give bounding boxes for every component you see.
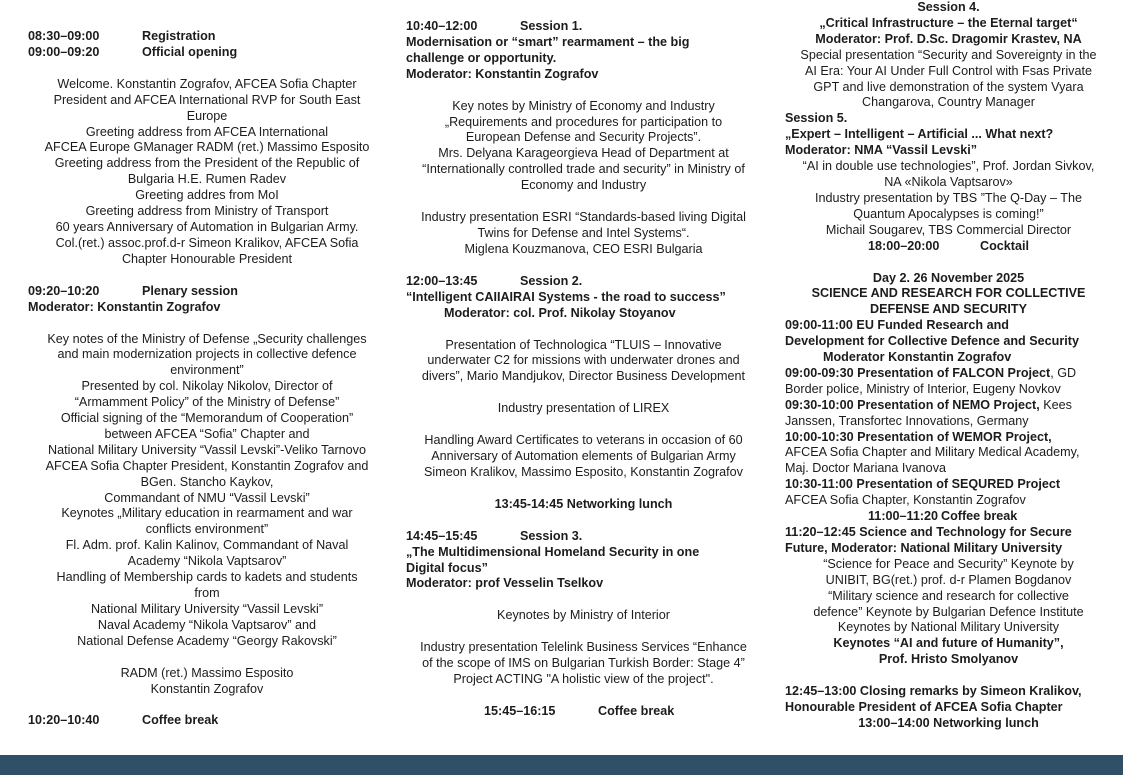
- moderator: Moderator: prof Vesselin Tselkov: [406, 576, 604, 591]
- text-line: Anniversary of Automation elements of Bulgarian Army: [431, 449, 736, 464]
- text-line: AFCEA Sofia Chapter and Military Medical Academy,: [785, 445, 1080, 460]
- spacer: [406, 481, 761, 497]
- label: Session 3.: [520, 528, 583, 543]
- text-line: National Military University “Vassil Levski”-Veliko Tarnovo: [48, 442, 366, 457]
- day-heading: Day 2. 26 November 2025: [872, 270, 1025, 285]
- text-line: Quantum Apocalypses is coming!”: [853, 206, 1044, 221]
- agenda-column-1: [28, 29, 386, 729]
- text-line: Handling of Membership cards to kadets and students: [56, 570, 358, 585]
- time: 18:00–20:00: [868, 238, 940, 253]
- label: Coffee break: [142, 713, 219, 728]
- text-line: GPT and live demonstration of the system Vyara: [813, 79, 1084, 94]
- time: 14:45–15:45: [406, 528, 478, 543]
- text-line: Presentation of Technologica “TLUIS – Innovative: [445, 337, 722, 352]
- session-4-details: [785, 48, 1112, 112]
- label: 09:30-10:00 Presentation of NEMO Project,: [785, 397, 1040, 412]
- label: Cocktail: [980, 238, 1029, 253]
- session-3-row: [406, 529, 761, 545]
- text-line: Prof. Hristo Smolyanov: [878, 652, 1019, 667]
- text-line: Industry presentation ESRI “Standards-based living Digital: [421, 210, 746, 225]
- plenary-row: [28, 284, 386, 300]
- text-line: Europe: [186, 108, 228, 123]
- session-2-row: [406, 274, 761, 290]
- session-title: challenge or opportunity.: [406, 50, 557, 65]
- moderator: Moderator: col. Prof. Nikolay Stoyanov: [444, 305, 676, 320]
- opening-row: [28, 45, 386, 61]
- spacer: [28, 697, 386, 713]
- text-line: divers”, Mario Mandjukov, Director Business Development: [421, 369, 746, 384]
- label: Session 1.: [520, 19, 583, 33]
- session-title: Digital focus”: [406, 560, 488, 575]
- spacer: [28, 316, 386, 332]
- signers: [28, 666, 386, 698]
- agenda-column-3: [785, 0, 1112, 732]
- text: , GD: [1050, 365, 1077, 380]
- cocktail-row: [785, 239, 1112, 255]
- session-2-details-a: [406, 338, 761, 386]
- text-line: from: [194, 586, 220, 600]
- text-line: Border police, Ministry of Interior, Eugeny Novkov: [785, 381, 1061, 396]
- moderator: Moderator: NMA “Vassil Levski”: [785, 143, 977, 158]
- spacer: [406, 417, 761, 433]
- time: 12:00–13:45: [406, 273, 478, 288]
- text-line: AFCEA Sofia Chapter, Konstantin Zografov: [785, 493, 1026, 508]
- text-line: Changarova, Country Manager: [862, 95, 1035, 110]
- spacer: [406, 513, 761, 529]
- time: 10:40–12:00: [406, 19, 478, 33]
- text-line: BGen. Stancho Kaykov,: [140, 474, 274, 489]
- time: 09:20–10:20: [28, 283, 100, 298]
- session-label: Session 5.: [785, 111, 848, 126]
- text-line: underwater C2 for missions with underwater drones and: [427, 353, 740, 368]
- session-5-details: [785, 159, 1112, 239]
- nemo-row: [785, 398, 1112, 414]
- text-line: National Military University “Vassil Levski”: [90, 601, 324, 616]
- label: 10:00-10:30 Presentation of WEMOR Project,: [785, 429, 1052, 444]
- session-title: Modernisation or “smart” rearmament – the big: [406, 34, 690, 49]
- time: 08:30–09:00: [28, 29, 100, 43]
- text-line: conflicts environment”: [145, 522, 269, 537]
- text-line: “AI in double use technologies”, Prof. Jordan Sivkov,: [802, 159, 1095, 174]
- lunch-row: 13:45-14:45 Networking lunch: [494, 496, 673, 511]
- text-line: Keynotes by Ministry of Interior: [497, 608, 670, 623]
- text-line: „Requirements and procedures for participation to: [444, 114, 723, 129]
- lunch-row: 13:00–14:00 Networking lunch: [858, 715, 1039, 730]
- text-line: Academy “Nikola Vaptsarov”: [127, 554, 287, 569]
- session-label: Session 4.: [917, 0, 980, 14]
- label: 09:00-09:30 Presentation of FALCON Project: [785, 365, 1051, 380]
- text-line: Welcome. Konstantin Zografov, AFCEA Sofia Chapter: [57, 76, 357, 91]
- moderator: Moderator: Prof. D.Sc. Dragomir Krastev, NA: [815, 31, 1082, 46]
- text-line: Special presentation “Security and Sovereignty in the: [800, 47, 1097, 62]
- text-line: Greeting addres from MoI: [135, 188, 279, 203]
- text-line: AFCEA Sofia Chapter President, Konstantin Zografov and: [45, 458, 369, 473]
- text-line: Project ACTING "A holistic view of the project".: [453, 672, 714, 687]
- text-line: Michail Sougarev, TBS Commercial Director: [825, 222, 1072, 237]
- label: Official opening: [142, 44, 238, 59]
- text-line: NA «Nikola Vaptsarov»: [884, 174, 1013, 189]
- session-title: „Expert – Intelligent – Artificial ... What next?: [785, 127, 1054, 142]
- session-1-details-a: [406, 99, 761, 194]
- text-line: Bulgaria H.E. Rumen Radev: [127, 172, 287, 187]
- text-line: Fl. Adm. prof. Kalin Kalinov, Commandant of Naval: [65, 538, 349, 553]
- text-line: Maj. Doctor Mariana Ivanova: [785, 461, 946, 476]
- session-3-details: [406, 640, 761, 688]
- text-line: “Military science and research for collective: [828, 588, 1069, 603]
- label: 10:30-11:00 Presentation of SEQURED Project: [785, 477, 1061, 492]
- spacer: [28, 650, 386, 666]
- text-line: environment”: [170, 363, 244, 378]
- block-title: 11:20–12:45 Science and Technology for Secure: [785, 525, 1072, 539]
- text-line: Key notes by Ministry of Economy and Industry: [452, 98, 715, 113]
- agenda-column-2: [406, 19, 761, 720]
- label: Registration: [142, 29, 216, 43]
- spacer: [406, 624, 761, 640]
- falcon-row: [785, 366, 1112, 382]
- registration-row: [28, 29, 386, 45]
- day-theme: SCIENCE AND RESEARCH FOR COLLECTIVE: [811, 286, 1086, 301]
- coffee-row: [406, 704, 761, 720]
- day-theme: DEFENSE AND SECURITY: [870, 302, 1027, 317]
- session-1-details-b: [406, 210, 761, 258]
- plenary-details: [28, 332, 386, 650]
- time: 09:00–09:20: [28, 44, 100, 59]
- text-line: Key notes of the Ministry of Defense „Security challenges: [47, 331, 367, 346]
- block-title: Development for Collective Defence and Security: [785, 334, 1079, 349]
- text-line: Economy and Industry: [520, 178, 647, 193]
- text-line: Industry presentation of LIREX: [497, 401, 670, 416]
- text-line: Janssen, Transfortec Innovations, Germany: [785, 413, 1029, 428]
- text-line: National Defense Academy “Georgy Rakovski”: [77, 633, 337, 648]
- spacer: [406, 385, 761, 401]
- text-line: Col.(ret.) assoc.prof.d-r Simeon Kralikov, AFCEA Sofia: [55, 235, 359, 250]
- label: Session 2.: [520, 273, 583, 288]
- spacer: [406, 194, 761, 210]
- session-1-row: [406, 19, 761, 35]
- label: Plenary session: [142, 283, 238, 298]
- text-line: Naval Academy “Nikola Vaptsarov” and: [97, 617, 317, 632]
- text-line: Greeting address from the President of the Republic of: [54, 156, 360, 171]
- text-line: Twins for Defense and Intel Systems“.: [477, 225, 690, 240]
- moderator: Moderator: Konstantin Zografov: [28, 299, 221, 314]
- science-details: [785, 557, 1112, 668]
- session-title: „The Multidimensional Homeland Security in one: [406, 544, 700, 559]
- spacer: [406, 688, 761, 704]
- moderator: Moderator Konstantin Zografov: [823, 350, 1012, 365]
- text-line: “Science for Peace and Security” Keynote by: [823, 556, 1074, 571]
- closing-remarks: Honourable President of AFCEA Sofia Chapter: [785, 700, 1063, 715]
- text-line: European Defense and Security Projects”.: [465, 130, 702, 145]
- text-line: Official signing of the “Memorandum of Cooperation”: [60, 411, 354, 426]
- text-line: UNIBIT, BG(ret.) prof. d-r Plamen Bogdanov: [825, 572, 1072, 587]
- text-line: AFCEA Europe GManager RADM (ret.) Massimo Esposito: [44, 140, 370, 155]
- spacer: [785, 255, 1112, 271]
- text-line: Industry presentation by TBS ”The Q-Day – The: [815, 190, 1082, 205]
- spacer: [28, 268, 386, 284]
- text-line: Simeon Kralikov, Massimo Esposito, Konstantin Zografov: [424, 464, 743, 479]
- text-line: Mrs. Delyana Karageorgieva Head of Department at: [438, 146, 729, 161]
- text-line: of the scope of IMS on Bulgarian Turkish Border: Stage 4”: [422, 656, 745, 671]
- coffee-row: [785, 509, 1112, 525]
- text-line: Commandant of NMU “Vassil Levski”: [104, 490, 310, 505]
- text-line: AI Era: Your AI Under Full Control with Fsas Private: [805, 63, 1092, 78]
- text-line: 60 years Anniversary of Automation in Bulgarian Army.: [55, 219, 359, 234]
- moderator: Moderator: Konstantin Zografov: [406, 66, 599, 81]
- text-line: Greeting address from Ministry of Transport: [85, 204, 329, 219]
- signer: Konstantin Zografov: [150, 681, 264, 696]
- text-line: Handling Award Certificates to veterans in occasion of 60: [424, 433, 743, 448]
- session-2-details-c: [406, 433, 761, 481]
- spacer: [406, 258, 761, 274]
- block-title: 09:00-11:00 EU Funded Research and: [785, 318, 1009, 333]
- text-line: “Internationally controlled trade and security” in Ministry of: [422, 162, 745, 177]
- text-line: Greeting address from AFCEA International: [85, 124, 329, 139]
- label: Coffee break: [941, 509, 1018, 524]
- coffee-row: [28, 713, 386, 729]
- text-line: Keynotes by National Military University: [837, 620, 1060, 635]
- text-line: between AFCEA “Sofia” Chapter and: [104, 426, 310, 441]
- text-line: Chapter Honourable President: [121, 251, 293, 266]
- text: Kees: [1039, 397, 1072, 412]
- text-line: Miglena Kouzmanova, CEO ESRI Bulgaria: [464, 241, 703, 256]
- text-line: Keynotes „Military education in rearmament and war: [61, 506, 353, 521]
- closing-remarks: 12:45–13:00 Closing remarks by Simeon Kralikov,: [785, 684, 1082, 699]
- session-title: “Intelligent CAIIAIRAI Systems - the road to success”: [406, 289, 726, 304]
- text-line: Industry presentation Telelink Business Services “Enhance: [420, 640, 747, 655]
- spacer: [406, 322, 761, 338]
- text-line: and main modernization projects in collective defence: [57, 347, 357, 362]
- session-title: „Critical Infrastructure – the Eternal target“: [819, 15, 1078, 30]
- label: Coffee break: [598, 704, 675, 718]
- spacer: [785, 668, 1112, 684]
- signer: RADM (ret.) Massimo Esposito: [120, 665, 294, 680]
- time: 11:00–11:20: [868, 509, 939, 524]
- spacer: [406, 592, 761, 608]
- text-line: “Armamment Policy” of the Ministry of Defense”: [74, 395, 340, 410]
- spacer: [406, 83, 761, 99]
- time: 15:45–16:15: [484, 704, 556, 718]
- text-line: defence” Keynote by Bulgarian Defence Institute: [813, 604, 1084, 619]
- text-line: Keynotes “AI and future of Humanity”,: [833, 636, 1064, 651]
- time: 10:20–10:40: [28, 713, 100, 728]
- opening-details: [28, 77, 386, 268]
- block-title: Future, Moderator: National Military University: [785, 540, 1063, 555]
- spacer: [28, 61, 386, 77]
- text-line: President and AFCEA International RVP for South East: [53, 92, 361, 107]
- footer-bar: [0, 755, 1123, 775]
- text-line: Presented by col. Nikolay Nikolov, Director of: [81, 379, 333, 394]
